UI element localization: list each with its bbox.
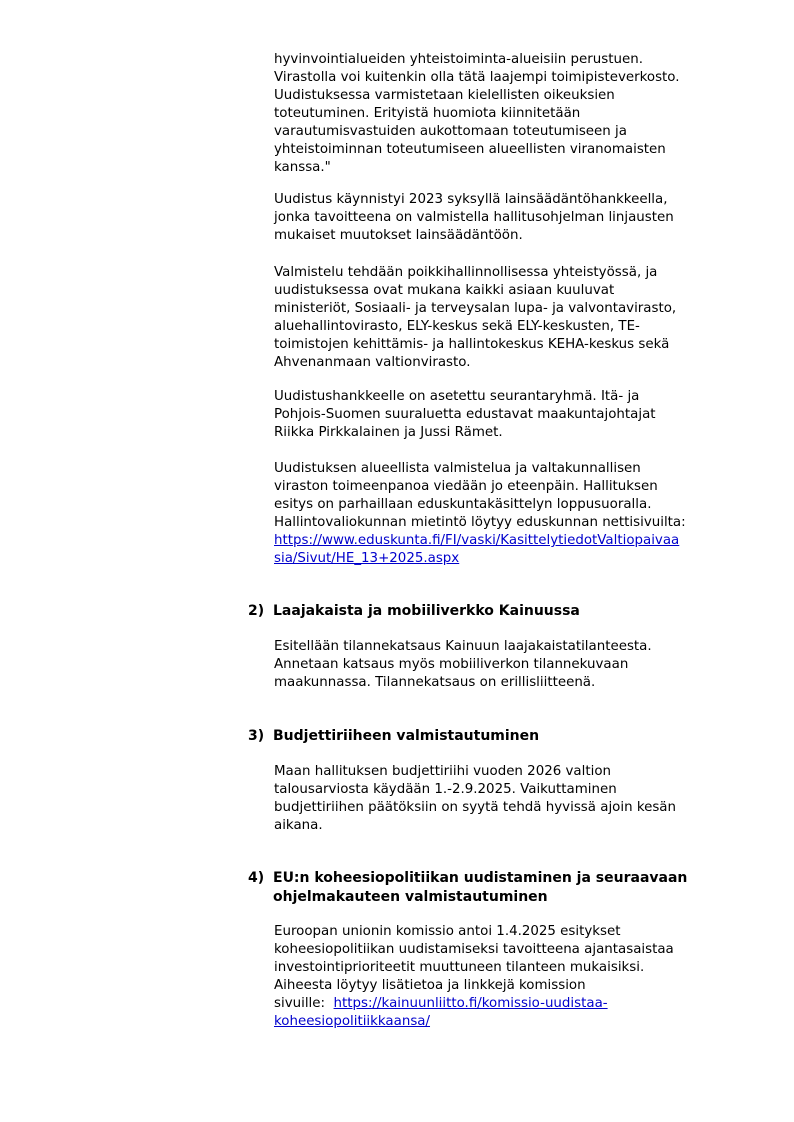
text-line: jonka tavoitteena on valmistella hallitusohjelman linjausten (274, 210, 674, 225)
text-line: yhteistoiminnan toteutumiseen alueellisten viranomaisten (274, 142, 666, 157)
text-line: uudistuksessa ovat mukana kaikki asiaan kuuluvat (274, 283, 615, 298)
section-title-continuation: ohjelmakauteen valmistautuminen (273, 888, 548, 905)
text-line: budjettiriihen päätöksiin on syytä tehdä hyvissä ajoin kesän (274, 800, 676, 815)
text-line: viraston toimeenpanoa viedään jo eteenpäin. Hallituksen (274, 479, 658, 494)
text-line: aikana. (274, 818, 323, 833)
text-line: koheesiopolitiikan uudistamiseksi tavoitteena ajantasaistaa (274, 942, 674, 957)
text-line: Pohjois-Suomen suuraluetta edustavat maakuntajohtajat (274, 407, 656, 422)
text-line: investointiprioriteetit muuttuneen tilanteen mukaisiksi. (274, 960, 645, 975)
text-line: aluehallintovirasto, ELY-keskus sekä ELY-keskusten, TE- (274, 319, 640, 334)
kainuunliitto-link[interactable]: https://kainuunliitto.fi/komissio-uudistaa- (333, 996, 608, 1011)
paragraph-seurantaryhma (274, 388, 744, 442)
text-line: Esitellään tilannekatsaus Kainuun laajakaistatilanteesta. (274, 639, 652, 654)
paragraph-uudistus-kaynnistyi (274, 191, 744, 245)
komissio-link-line (274, 995, 744, 1013)
paragraph-alueellinen-valmistelu (274, 460, 744, 568)
section-number: 4) (248, 870, 265, 886)
section-heading-koheesiopolitiikka (248, 869, 687, 906)
text-line: Aiheesta löytyy lisätietoa ja linkkejä komission (274, 978, 586, 993)
eduskunta-link-continuation[interactable]: sia/Sivut/HE_13+2025.aspx (274, 551, 460, 566)
eduskunta-link-wrapper-2 (274, 550, 744, 568)
section-title: EU:n koheesiopolitiikan uudistaminen ja seuraavaan (273, 870, 688, 886)
text-line: ministeriöt, Sosiaali- ja terveysalan lupa- ja valvontavirasto, (274, 301, 677, 316)
text-line: Annetaan katsaus myös mobiiliverkon tilannekuvaan (274, 657, 629, 672)
text-line: talousarviosta käydään 1.-2.9.2025. Vaikuttaminen (274, 782, 617, 797)
section-body-koheesiopolitiikka (274, 923, 744, 1031)
section-title: Laajakaista ja mobiiliverkko Kainuussa (273, 603, 580, 619)
text-line: toteutuminen. Erityistä huomiota kiinnitetään (274, 106, 581, 121)
section-number: 2) (248, 603, 265, 619)
text-line: Uudistuksessa varmistetaan kielellisten oikeuksien (274, 88, 615, 103)
section-number: 3) (248, 728, 265, 744)
text-line: Valmistelu tehdään poikkihallinnollisessa yhteistyössä, ja (274, 265, 658, 280)
text-line: Uudistushankkeelle on asetettu seurantaryhmä. Itä- ja (274, 389, 640, 404)
text-line: Maan hallituksen budjettiriihi vuoden 2026 valtion (274, 764, 612, 779)
paragraph-uudistus-continuation (274, 51, 744, 177)
text-line: hyvinvointialueiden yhteistoiminta-alueisiin perustuen. (274, 52, 643, 67)
text-line: Hallintovaliokunnan mietintö löytyy eduskunnan nettisivuilta: (274, 515, 686, 530)
section-body-budjettiriihi (274, 763, 744, 835)
link-prefix: sivuille: (274, 996, 326, 1011)
eduskunta-link[interactable]: https://www.eduskunta.fi/FI/vaski/KasittelytiedotValtiopaivaa (274, 533, 680, 548)
section-body-laajakaista (274, 638, 744, 692)
text-line: mukaiset muutokset lainsäädäntöön. (274, 228, 523, 243)
komissio-link-line-2 (274, 1013, 744, 1031)
text-line: maakunnassa. Tilannekatsaus on erillisliitteenä. (274, 675, 596, 690)
text-line: kanssa." (274, 160, 331, 175)
text-line: Uudistuksen alueellista valmistelua ja valtakunnallisen (274, 461, 641, 476)
paragraph-valmistelu (274, 264, 744, 372)
text-line: Virastolla voi kuitenkin olla tätä laajempi toimipisteverkosto. (274, 70, 680, 85)
text-line: Riikka Pirkkalainen ja Jussi Rämet. (274, 425, 503, 440)
text-line: Uudistus käynnistyi 2023 syksyllä lainsäädäntöhankkeella, (274, 192, 668, 207)
text-line: toimistojen kehittämis- ja hallintokeskus KEHA-keskus sekä (274, 337, 670, 352)
eduskunta-link-wrapper (274, 532, 744, 550)
kainuunliitto-link-continuation[interactable]: koheesiopolitiikkaansa/ (274, 1014, 431, 1029)
text-line: Ahvenanmaan valtionvirasto. (274, 355, 471, 370)
text-line: esitys on parhaillaan eduskuntakäsittelyn loppusuoralla. (274, 497, 652, 512)
text-line: varautumisvastuiden aukottomaan toteutumiseen ja (274, 124, 627, 139)
text-line: Euroopan unionin komissio antoi 1.4.2025 esitykset (274, 924, 621, 939)
section-title: Budjettiriiheen valmistautuminen (273, 728, 540, 744)
section-heading-laajakaista (248, 602, 580, 621)
section-heading-budjettiriihi (248, 727, 539, 746)
